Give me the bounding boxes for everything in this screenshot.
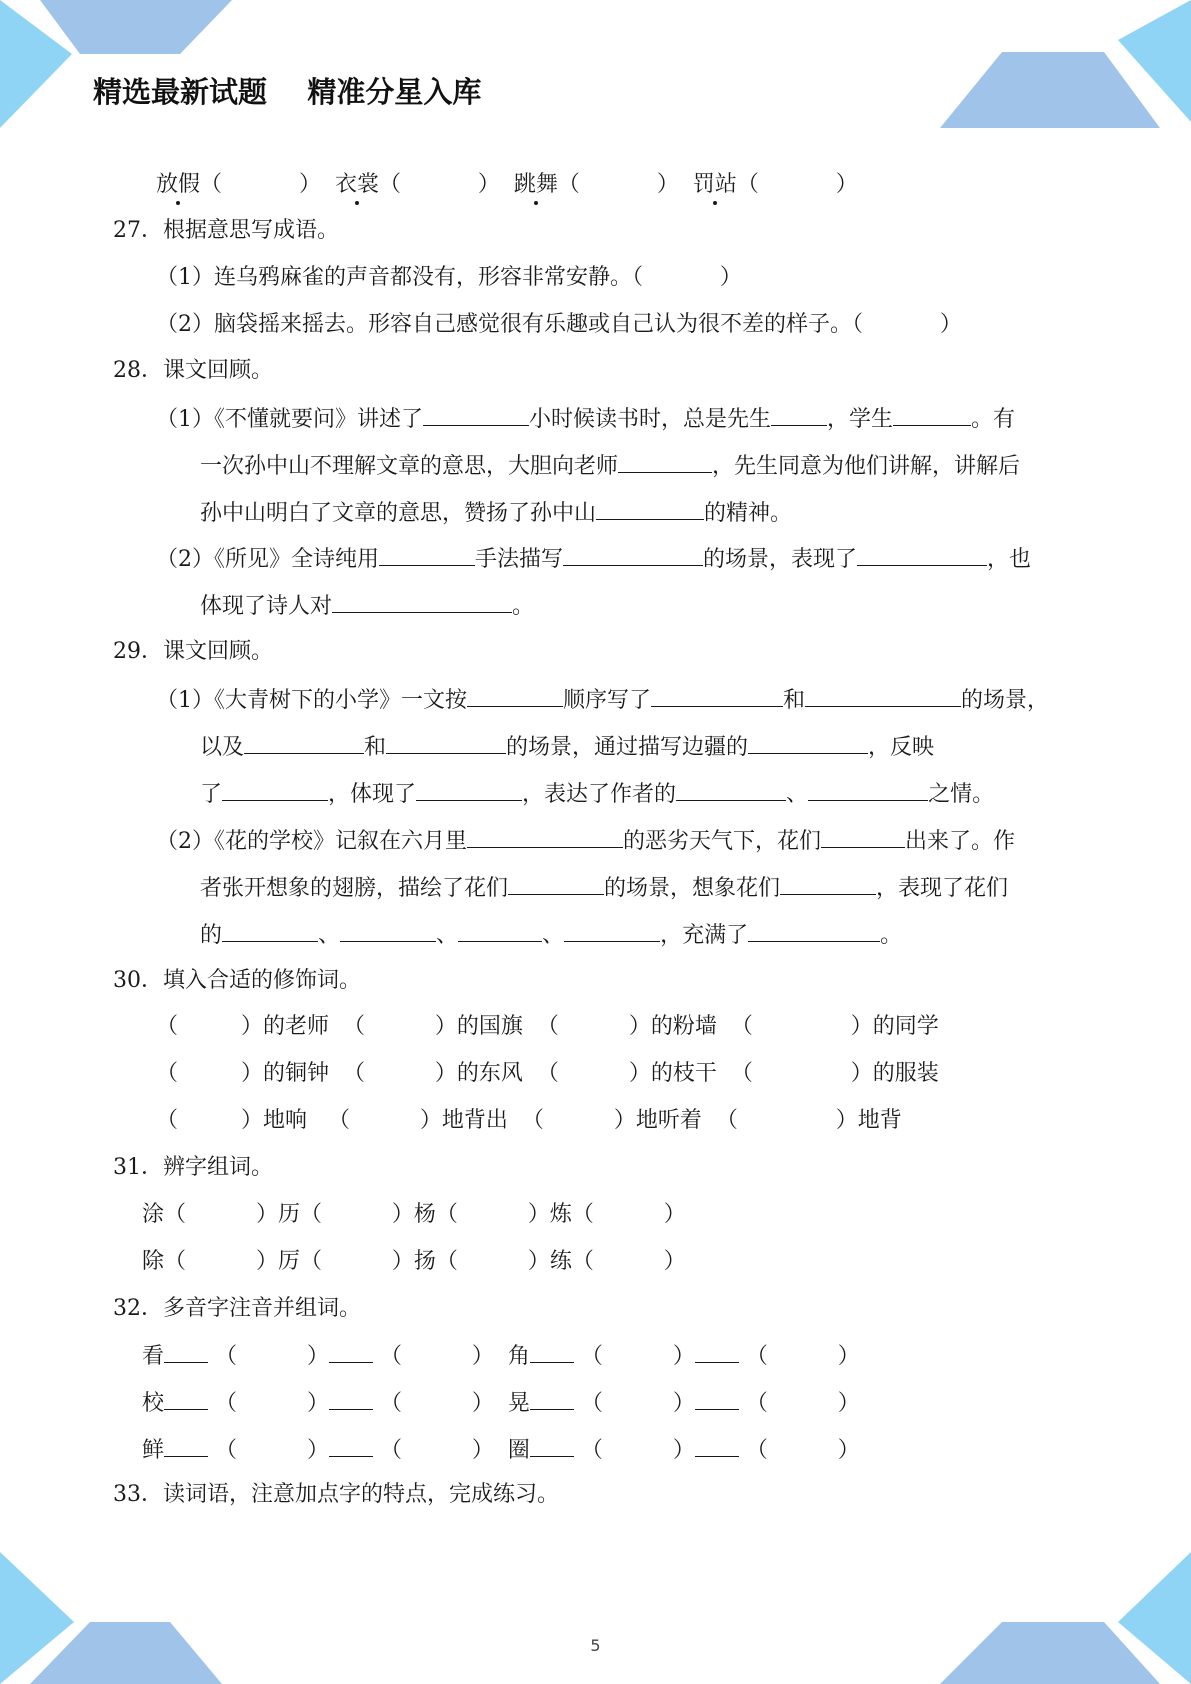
- q29-title: 29．课文回顾。: [113, 639, 273, 664]
- page-number: 5: [590, 1636, 601, 1655]
- dotted-word-3: 跳舞: [514, 172, 558, 197]
- q26-tail-line: 放假（ ） 衣裳（ ） 跳舞（ ） 罚站（ ）: [156, 170, 858, 200]
- q28-line-2: 一次孙中山不理解文章的意思，大胆向老师 ，先生同意为他们讲解，讲解后: [200, 450, 1020, 482]
- q32-row-3: 鲜 （ ） （ ） 圈 （ ） （ ）: [142, 1434, 860, 1466]
- q31-row-1: 涂（ ）历（ ）杨（ ）炼（ ）: [142, 1202, 686, 1227]
- q29-line-6: 的 、 、 、 ，充满了 。: [200, 919, 902, 951]
- q33-title: 33．读词语，注意加点字的特点，完成练习。: [113, 1482, 559, 1507]
- dotted-word-1: 放假: [156, 172, 200, 197]
- q30-row-3: （ ）地响 （ ）地背出 （ ）地听着 （ ）地背: [156, 1108, 902, 1133]
- q29-line-2: 以及 和 的场景，通过描写边疆的 ，反映: [200, 731, 934, 763]
- q30-row-1: （ ）的老师 （ ）的国旗 （ ）的粉墙 （ ）的同学: [156, 1014, 939, 1039]
- q28-title: 28．课文回顾。: [113, 358, 273, 383]
- top-right-dark-trapezoid: [940, 52, 1160, 128]
- dotted-word-4: 罚站: [693, 172, 737, 197]
- q29-line-4: （2）《花的学校》记叙在六月里 的恶劣天气下，花们 出来了。作: [156, 825, 1015, 857]
- q28-line-1: （1）《不懂就要问》讲述了 小时候读书时，总是先生 ，学生 。有: [156, 403, 1015, 435]
- q31-row-2: 除（ ）厉（ ）扬（ ）练（ ）: [142, 1249, 686, 1274]
- q32-row-2: 校 （ ） （ ） 晃 （ ） （ ）: [142, 1387, 860, 1419]
- q29-line-1: （1）《大青树下的小学》一文按 顺序写了 和 的场景，: [156, 684, 1049, 716]
- q32-title: 32．多音字注音并组词。: [113, 1296, 361, 1321]
- q29-line-5: 者张开想象的翅膀，描绘了花们 的场景，想象花们 ，表现了花们: [200, 872, 1008, 904]
- q30-title: 30．填入合适的修饰词。: [113, 968, 361, 993]
- q28-line-3: 孙中山明白了文章的意思，赞扬了孙中山 的精神。: [200, 497, 792, 529]
- header-title: 精选最新试题 精准分星入库: [93, 75, 482, 109]
- q29-line-3: 了 ，体现了 ，表达了作者的 、 之情。: [200, 778, 994, 810]
- q28-line-5: 体现了诗人对 。: [200, 590, 534, 622]
- top-left-dark-trapezoid: [40, 0, 232, 54]
- dotted-word-2: 衣裳: [335, 172, 379, 197]
- q27-item-2: （2）脑袋摇来摇去。形容自己感觉很有乐趣或自己认为很不差的样子。（ ）: [156, 312, 962, 337]
- q27-item-1: （1）连乌鸦麻雀的声音都没有，形容非常安静。（ ）: [156, 265, 742, 290]
- q31-title: 31．辨字组词。: [113, 1155, 273, 1180]
- q30-row-2: （ ）的铜钟 （ ）的东风 （ ）的枝干 （ ）的服装: [156, 1061, 939, 1086]
- q28-line-4: （2）《所见》全诗纯用 手法描写 的场景，表现了 ，也: [156, 543, 1031, 575]
- q27-title: 27．根据意思写成语。: [113, 218, 339, 243]
- q32-row-1: 看 （ ） （ ） 角 （ ） （ ）: [142, 1340, 860, 1372]
